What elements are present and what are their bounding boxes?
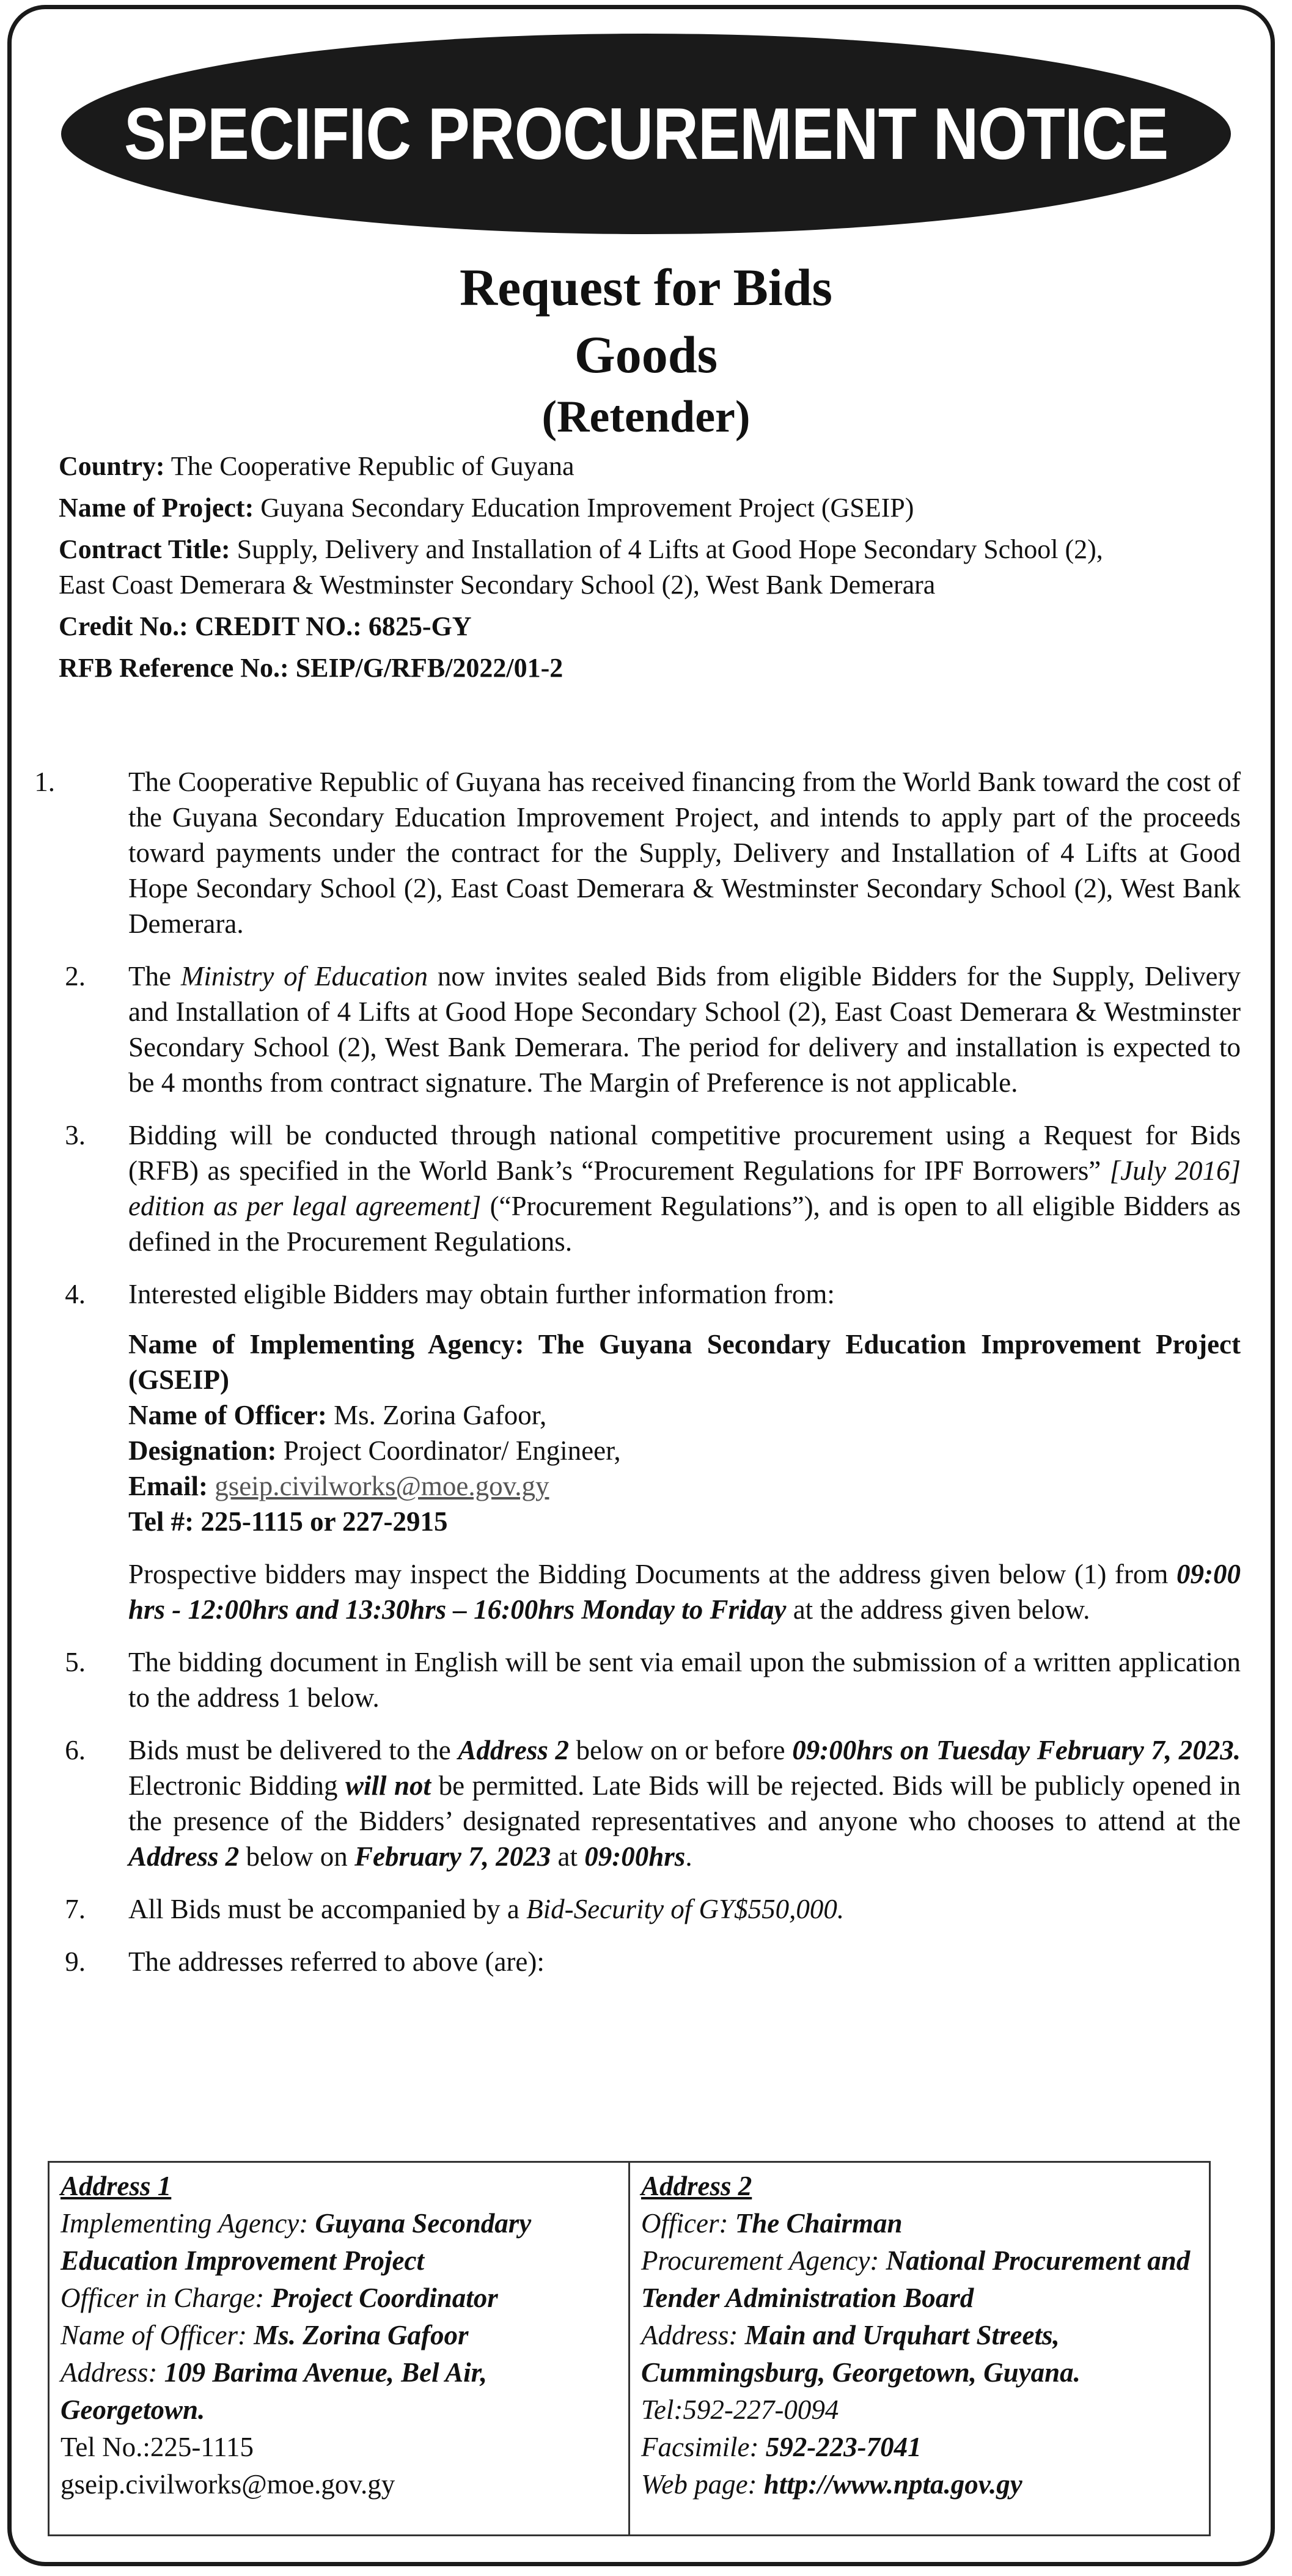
meta-contract-title: Contract Title: Supply, Delivery and Installation of 4 Lifts at Good Hope Secondary School (2), bbox=[59, 534, 1103, 564]
paragraph-list bbox=[12, 764, 1241, 1996]
address-table bbox=[48, 2161, 1211, 2536]
implementing-agency: Name of Implementing Agency: The Guyana Secondary Education Improvement Project (GSEIP) bbox=[128, 1329, 1241, 1395]
meta-block bbox=[59, 449, 1238, 686]
paragraph-number: 3. bbox=[65, 1120, 86, 1150]
address-1-title: Address 1 bbox=[61, 2171, 172, 2201]
address-1-agency: Implementing Agency: Guyana Secondary Education Improvement Project bbox=[61, 2208, 532, 2276]
web-link[interactable]: http://www.npta.gov.gy bbox=[763, 2469, 1022, 2500]
paragraph-number: 9. bbox=[65, 1946, 86, 1977]
meta-country: Country: The Cooperative Republic of Guyana bbox=[59, 451, 574, 481]
meta-rfb-reference: RFB Reference No.: SEIP/G/RFB/2022/01-2 bbox=[59, 653, 563, 683]
meta-project: Name of Project: Guyana Secondary Education Improvement Project (GSEIP) bbox=[59, 493, 914, 523]
designation-line: Designation: Project Coordinator/ Engineer, bbox=[128, 1435, 621, 1466]
paragraph-1: 1. The Cooperative Republic of Guyana has received financing from the World Bank toward the cost of the Guyana Secondary Education Improvement Project, and intends to apply part of the proceeds toward payments under the contract for the Supply, Delivery and Installation of 4 Lifts at Good Hope Secondary School (2), East Coast Demerara & Westminster Secondary School (2), West Bank Demerara. bbox=[12, 764, 1241, 941]
paragraph-number: 5. bbox=[65, 1647, 86, 1677]
heading-retender: (Retender) bbox=[541, 392, 751, 442]
address-2-address: Address: Main and Urquhart Streets, Cummingsburg, Georgetown, Guyana. bbox=[641, 2320, 1081, 2388]
contact-block bbox=[128, 1327, 1241, 1627]
address-2-title: Address 2 bbox=[641, 2171, 752, 2201]
address-2-tel: Tel:592-227-0094 bbox=[641, 2394, 839, 2425]
paragraph-3: 3. Bidding will be conducted through national competitive procurement using a Request for Bids (RFB) as specified in the World Bank’s “Procurement Regulations for IPF Borrowers” [July 2016] edition as per legal agreement] (“Procurement Regulations”), and is open to all eligible Bidders as defined in the Procurement Regulations. bbox=[12, 1117, 1241, 1259]
meta-contract-title-cont: East Coast Demerara & Westminster Secondary School (2), West Bank Demerara bbox=[59, 570, 936, 600]
paragraph-5: 5. The bidding document in English will be sent via email upon the submission of a written application to the address 1 below. bbox=[12, 1644, 1241, 1715]
paragraph-9: 9. The addresses referred to above (are): bbox=[12, 1944, 1241, 1979]
paragraph-number: 4. bbox=[65, 1279, 86, 1309]
heading-request-for-bids: Request for Bids bbox=[459, 258, 833, 317]
paragraph-7: 7. All Bids must be accompanied by a Bid-Security of GY$550,000. bbox=[12, 1891, 1241, 1927]
address-1-address: Address: 109 Barima Avenue, Bel Air, Georgetown. bbox=[61, 2357, 487, 2425]
paragraph-4: 4. Interested eligible Bidders may obtain further information from: Name of Implementing Agency: The Guyana Secondary Education Improvement Project (GSEIP) Name of Officer: Ms. Zorina Gafoor, Designation: Project Coordinator/ Engineer, Email: gseip.civilworks@moe.gov.gy Tel #: 225-1115 or 227-2915 Prospective bidders may inspect the Bidding Documents at the address given below (1) from 09:00 hrs - 12:00hrs and 13:30hrs – 16:00hrs Monday to Friday at the address given below. bbox=[12, 1276, 1241, 1627]
heading-goods: Goods bbox=[574, 325, 718, 384]
address-2-cell bbox=[628, 2163, 1209, 2534]
address-1-cell bbox=[50, 2163, 628, 2534]
officer-line: Name of Officer: Ms. Zorina Gafoor, bbox=[128, 1400, 547, 1430]
email-link[interactable]: gseip.civilworks@moe.gov.gy bbox=[215, 1471, 549, 1501]
address-2-officer: Officer: The Chairman bbox=[641, 2208, 903, 2239]
email-line: Email: gseip.civilworks@moe.gov.gy bbox=[128, 1471, 549, 1501]
paragraph-number: 7. bbox=[65, 1894, 86, 1924]
address-2-fax: Facsimile: 592-223-7041 bbox=[641, 2432, 922, 2462]
meta-credit-no: Credit No.: CREDIT NO.: 6825-GY bbox=[59, 611, 472, 641]
address-1-email: gseip.civilworks@moe.gov.gy bbox=[61, 2469, 395, 2500]
notice-banner bbox=[61, 34, 1231, 234]
paragraph-number: 2. bbox=[65, 961, 86, 992]
address-1-officer-in-charge: Officer in Charge: Project Coordinator bbox=[61, 2283, 498, 2313]
paragraph-number: 1. bbox=[34, 767, 55, 797]
inspection-note: Prospective bidders may inspect the Bidding Documents at the address given below (1) from 09:00 hrs - 12:00hrs and 13:30hrs – 16:00hrs Monday to Friday at the address given below. bbox=[128, 1559, 1241, 1625]
paragraph-number: 6. bbox=[65, 1735, 86, 1765]
address-1-tel: Tel No.:225-1115 bbox=[61, 2432, 254, 2462]
address-2-web: Web page: http://www.npta.gov.gy bbox=[641, 2469, 1022, 2500]
address-1-officer: Name of Officer: Ms. Zorina Gafoor bbox=[61, 2320, 469, 2350]
paragraph-2: 2. The Ministry of Education now invites sealed Bids from eligible Bidders for the Supply, Delivery and Installation of 4 Lifts at Good Hope Secondary School (2), East Coast Demerara & Westminster Secondary School (2), West Bank Demerara. The period for delivery and installation is expected to be 4 months from contract signature. The Margin of Preference is not applicable. bbox=[12, 959, 1241, 1100]
tel-line: Tel #: 225-1115 or 227-2915 bbox=[128, 1506, 448, 1537]
paragraph-6: 6. Bids must be delivered to the Address 2 below on or before 09:00hrs on Tuesday February 7, 2023. Electronic Bidding will not be permitted. Late Bids will be rejected. Bids will be publicly opened in the presence of the Bidders’ designated representatives and anyone who chooses to attend at the Address 2 below on February 7, 2023 at 09:00hrs. bbox=[12, 1732, 1241, 1874]
banner-title: SPECIFIC PROCUREMENT NOTICE bbox=[123, 93, 1169, 175]
address-2-agency: Procurement Agency: National Procurement and Tender Administration Board bbox=[641, 2245, 1191, 2313]
